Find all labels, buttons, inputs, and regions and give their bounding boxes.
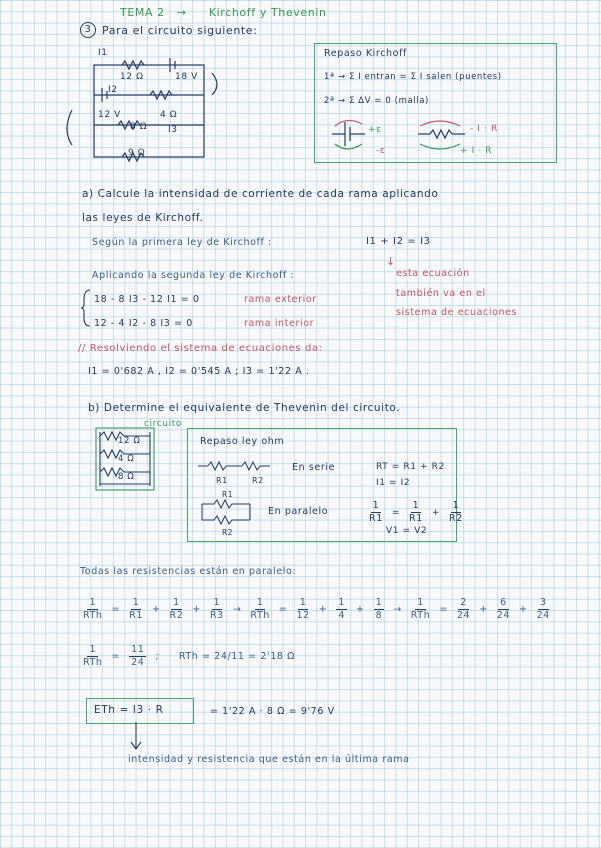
small-label-4: 4 Ω <box>118 454 135 464</box>
circuit-diagram <box>62 40 242 170</box>
c1-label-4ohm: 4 Ω <box>160 110 178 120</box>
tema-title <box>120 6 327 19</box>
c1-label-12v: 12 V <box>98 110 121 120</box>
small-label-12: 12 Ω <box>118 436 141 446</box>
eth-result: = 1'22 A · 8 Ω = 9'76 V <box>210 706 335 717</box>
rth-result: RTh = 24/11 = 2'18 Ω <box>178 651 295 662</box>
all-parallel-text: Todas las resistencias están en paralelo: <box>80 566 297 577</box>
paralelo-eq2: V1 = V2 <box>386 526 428 536</box>
repaso-ohm-title: Repaso ley ohm <box>200 436 285 447</box>
first-law-equation: I1 + I2 = I3 <box>366 236 431 247</box>
paralelo-r1-label: R1 <box>222 490 234 499</box>
c1-label-8ohm: 8 Ω <box>130 122 148 132</box>
paralelo-eq1: $\frac{1}{R1}$ = $\frac{1}{R1}$ + $\frac{1}{R2}$ <box>369 500 463 524</box>
results-line: I1 = 0'682 A , I2 = 0'545 A ; I3 = 1'22 A . <box>88 366 310 377</box>
equation-brace <box>82 288 92 328</box>
c1-label-18v: 18 V <box>175 72 198 82</box>
c1-label-i3: I3 <box>168 125 178 135</box>
bottom-note: intensidad y resistencia que están en la última rama <box>128 754 410 765</box>
eth-boxed-formula: ETh = I3 · R <box>94 704 164 716</box>
part-b-question: b) Determine el equivalente de Thevenin del circuito. <box>88 402 401 414</box>
side-note-3: sistema de ecuaciones <box>396 307 518 318</box>
serie-eq2: I1 = I2 <box>376 478 411 488</box>
second-law-text: Aplicando la segunda ley de Kirchoff : <box>92 270 295 281</box>
parallel-equation-row: $\frac{1}{\text{RTh}}$ = $\frac{1}{R1}$ + $\frac{1}{R2}$ + $\frac{1}{R3}$ → $\frac{1}{\text{RTh}}$ = $\frac{1}{12}$ + $\frac{1}{4}$ + $\frac{1}{8}$ → $\frac{1}{\text{RTh}}$ = $\frac{2}{24}$ + $\frac{6}{24}$ + $\frac{3}{24}$ <box>83 597 550 621</box>
small-circuit-label: circuito <box>144 419 182 429</box>
paralelo-label: En paralelo <box>268 506 329 517</box>
side-note-1: esta ecuación <box>396 268 470 279</box>
equation-2: 12 - 4 I2 - 8 I3 = 0 <box>94 318 193 329</box>
c1-label-i2: I2 <box>108 85 118 95</box>
exercise-intro: Para el circuito siguiente: <box>102 24 258 37</box>
rth-equation-row: $\frac{1}{\text{RTh}}$ = $\frac{11}{24}$ ; RTh = 24/11 = 2'18 Ω <box>83 644 295 668</box>
serie-label: En serie <box>292 462 336 473</box>
solve-line: // Resolviendo el sistema de ecuaciones da: <box>78 343 323 354</box>
paralelo-r2-label: R2 <box>222 528 234 537</box>
eth-pointer-arrow <box>126 722 146 752</box>
side-note-arrow: ↓ <box>386 255 396 268</box>
serie-resistors <box>198 458 274 474</box>
side-note-2: también va en el <box>396 288 486 299</box>
sign2-pos: + I · R <box>460 146 493 156</box>
serie-r2-label: R2 <box>252 476 264 485</box>
c1-label-12ohm: 12 Ω <box>120 72 144 82</box>
serie-eq1: RT = R1 + R2 <box>376 462 445 472</box>
first-law-text: Según la primera ley de Kirchoff : <box>92 237 272 248</box>
kirchoff-law2: 2ª → Σ ΔV = 0 (malla) <box>324 96 429 106</box>
equation-1-note: rama exterior <box>244 294 317 305</box>
part-a-question-2: las leyes de Kirchoff. <box>82 212 204 224</box>
tema-arrow: → <box>176 6 187 19</box>
tema-topic: Kirchoff y Thevenin <box>208 6 327 19</box>
tema-label: TEMA 2 <box>120 6 165 19</box>
c1-label-9ohm: 9 Ω <box>128 148 146 158</box>
kirchoff-law1: 1ª → Σ I entran = Σ I salen (puentes) <box>324 72 502 82</box>
sign1-pos: +ε <box>368 125 382 135</box>
small-label-8: 8 Ω <box>118 472 135 482</box>
part-a-question-1: a) Calcule la intensidad de corriente de cada rama aplicando <box>82 188 439 200</box>
serie-r1-label: R1 <box>216 476 228 485</box>
equation-1: 18 - 8 I3 - 12 I1 = 0 <box>94 294 200 305</box>
sign1-neg: -ε <box>376 146 386 156</box>
repaso-kirchoff-title: Repaso Kirchoff <box>324 48 407 59</box>
equation-2-note: rama interior <box>244 318 315 329</box>
c1-label-i1: I1 <box>98 48 108 58</box>
sign2-neg: - I · R <box>470 124 498 134</box>
paralelo-resistors <box>198 498 254 526</box>
exercise-number: 3 <box>80 22 96 38</box>
